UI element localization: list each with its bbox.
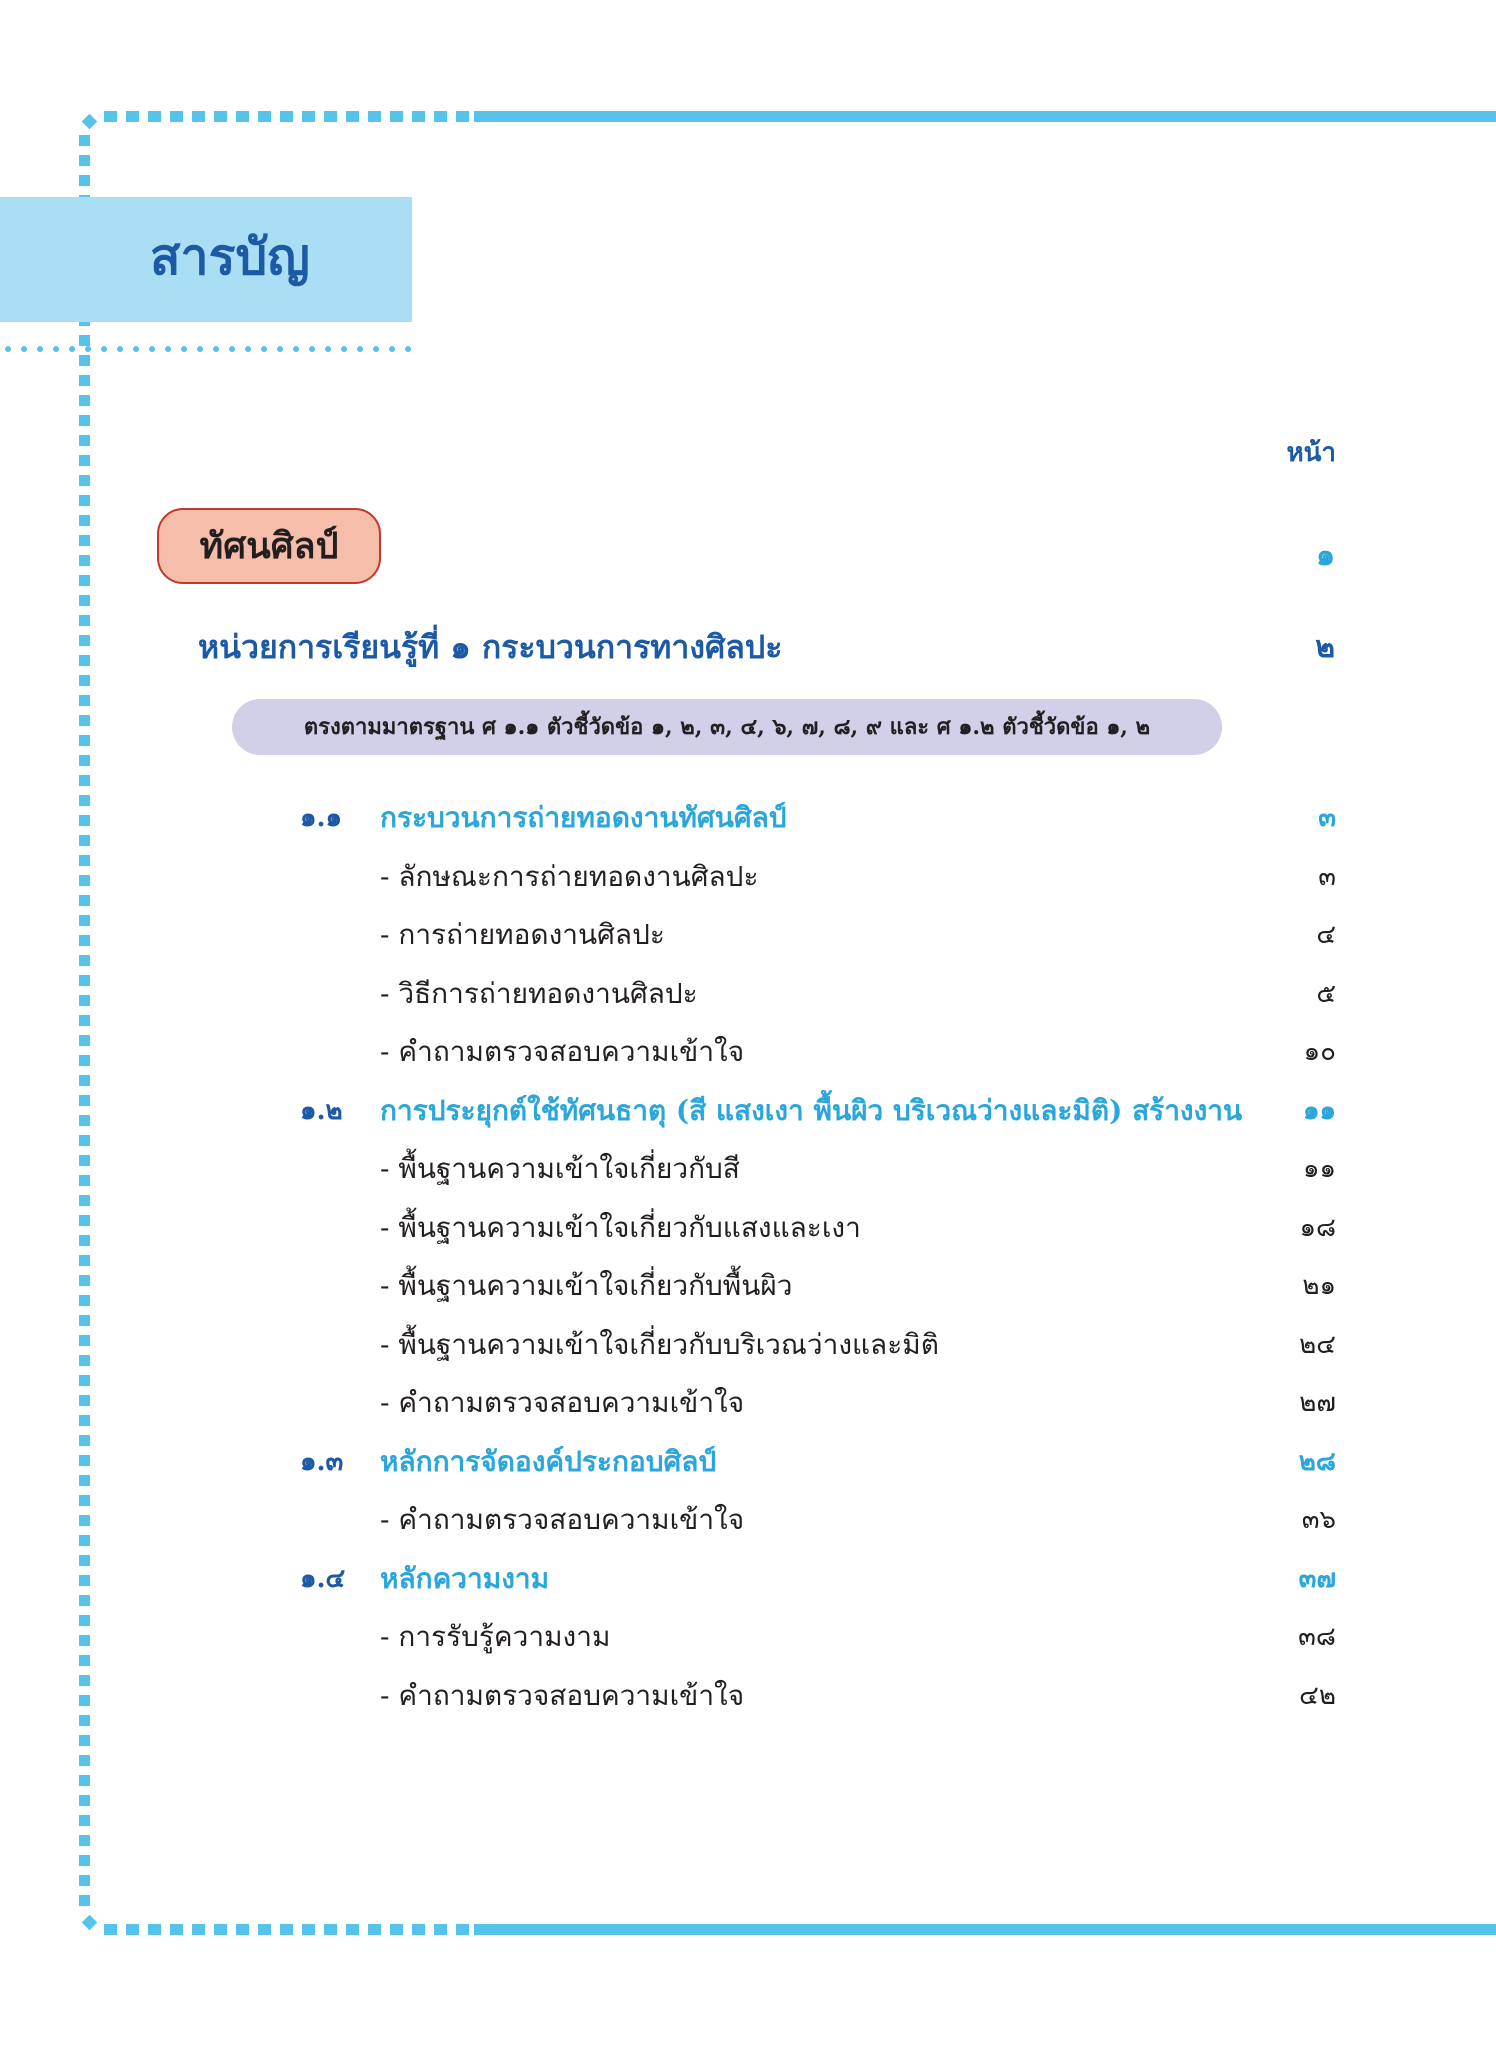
toc-page-number: ๒๑: [1302, 1271, 1336, 1301]
toc-item-label: - คำถามตรวจสอบความเข้าใจ: [380, 1386, 745, 1419]
unit-page-number: ๒: [1315, 630, 1335, 665]
toc-page-number: ๑๑: [1302, 1154, 1336, 1184]
toc-item-row[interactable]: [300, 1205, 1336, 1251]
toc-item-label: - วิธีการถ่ายทอดงานศิลปะ: [380, 976, 698, 1010]
frame-bottom-solid-border: [474, 1924, 1496, 1935]
toc-item-label: - การถ่ายทอดงานศิลปะ: [380, 918, 665, 951]
toc-section-number: ๑.๓: [300, 1446, 344, 1477]
toc-page-number: ๓: [1318, 861, 1336, 892]
toc-section-row[interactable]: [300, 1088, 1336, 1134]
toc-section-number: ๑.๔: [300, 1563, 346, 1594]
section-label: ทัศนศิลป์: [199, 525, 339, 567]
frame-corner-top-left: [82, 114, 98, 130]
toc-page-number: ๓: [1318, 803, 1336, 833]
toc-section-number: ๑.๒: [300, 1095, 343, 1126]
toc-page-number: ๔๒: [1299, 1680, 1336, 1711]
toc-item-row[interactable]: [300, 1614, 1336, 1660]
toc-item-label: - คำถามตรวจสอบความเข้าใจ: [380, 1035, 745, 1068]
toc-page-number: ๒๘: [1298, 1446, 1336, 1477]
toc-page-number: ๑๘: [1299, 1212, 1336, 1243]
frame-corner-bottom-left: [82, 1915, 98, 1931]
toc-section-row[interactable]: [300, 1556, 1336, 1602]
toc-item-row[interactable]: [300, 1673, 1336, 1719]
frame-bottom-dotted-border: [104, 1924, 470, 1935]
toc-item-label: - พื้นฐานความเข้าใจเกี่ยวกับแสงและเงา: [380, 1210, 861, 1244]
title-dotted-underline: [0, 346, 420, 352]
standard-text: ตรงตามมาตรฐาน ศ ๑.๑ ตัวชี้วัดข้อ ๑, ๒, ๓, ๔, ๖, ๗, ๘, ๙ และ ศ ๑.๒ ตัวชี้วัดข้อ ๑, ๒: [303, 714, 1151, 740]
toc-item-row[interactable]: [300, 1497, 1336, 1543]
frame-top-dotted-border: [104, 111, 470, 122]
toc-section-title: หลักการจัดองค์ประกอบศิลป์: [380, 1444, 717, 1478]
toc-item-row[interactable]: [300, 1380, 1336, 1426]
toc-item-label: - ลักษณะการถ่ายทอดงานศิลปะ: [380, 859, 759, 893]
unit-title[interactable]: หน่วยการเรียนรู้ที่ ๑ กระบวนการทางศิลปะ: [198, 628, 783, 666]
toc-page-number: ๒๗: [1299, 1388, 1336, 1418]
section-page-number: ๑: [1315, 538, 1335, 573]
toc-item-row[interactable]: [300, 1322, 1336, 1368]
toc-page-number: ๓๖: [1301, 1505, 1336, 1535]
toc-section-row[interactable]: [300, 795, 1336, 841]
frame-left-dotted-border: [79, 135, 90, 1910]
toc-item-row[interactable]: [300, 971, 1336, 1017]
frame-top-solid-border: [474, 111, 1496, 122]
toc-item-row[interactable]: [300, 1146, 1336, 1192]
toc-item-row[interactable]: [300, 854, 1336, 900]
toc-item-label: - พื้นฐานความเข้าใจเกี่ยวกับสี: [380, 1152, 740, 1185]
toc-page-number: ๒๔: [1299, 1329, 1336, 1360]
toc-item-row[interactable]: [300, 1263, 1336, 1309]
toc-item-label: - พื้นฐานความเข้าใจเกี่ยวกับบริเวณว่างและมิติ: [380, 1327, 939, 1361]
toc-page-number: ๑๐: [1303, 1037, 1336, 1067]
toc-section-row[interactable]: [300, 1439, 1336, 1485]
toc-page-number: ๑๑: [1302, 1095, 1336, 1126]
toc-item-label: - คำถามตรวจสอบความเข้าใจ: [380, 1678, 745, 1712]
toc-page-number: ๔: [1316, 920, 1336, 950]
toc-item-row[interactable]: [300, 912, 1336, 958]
toc-section-title: หลักความงาม: [380, 1561, 550, 1595]
toc-section-title: กระบวนการถ่ายทอดงานทัศนศิลป์: [380, 801, 787, 834]
page-title: สารบัญ: [150, 228, 310, 286]
toc-item-label: - คำถามตรวจสอบความเข้าใจ: [380, 1503, 745, 1536]
toc-section-number: ๑.๑: [300, 803, 343, 833]
page-column-label: หน้า: [1286, 438, 1336, 468]
toc-page-number: ๓๘: [1298, 1622, 1336, 1652]
toc-item-label: - การรับรู้ความงาม: [380, 1620, 611, 1653]
toc-item-label: - พื้นฐานความเข้าใจเกี่ยวกับพื้นผิว: [380, 1269, 793, 1302]
toc-section-title: การประยุกต์ใช้ทัศนธาตุ (สี แสงเงา พื้นผิว บริเวณว่างและมิติ) สร้างงาน: [380, 1093, 1243, 1127]
toc-page-number: ๓๗: [1298, 1563, 1336, 1594]
toc-item-row[interactable]: [300, 1029, 1336, 1075]
toc-page-number: ๕: [1316, 978, 1336, 1009]
